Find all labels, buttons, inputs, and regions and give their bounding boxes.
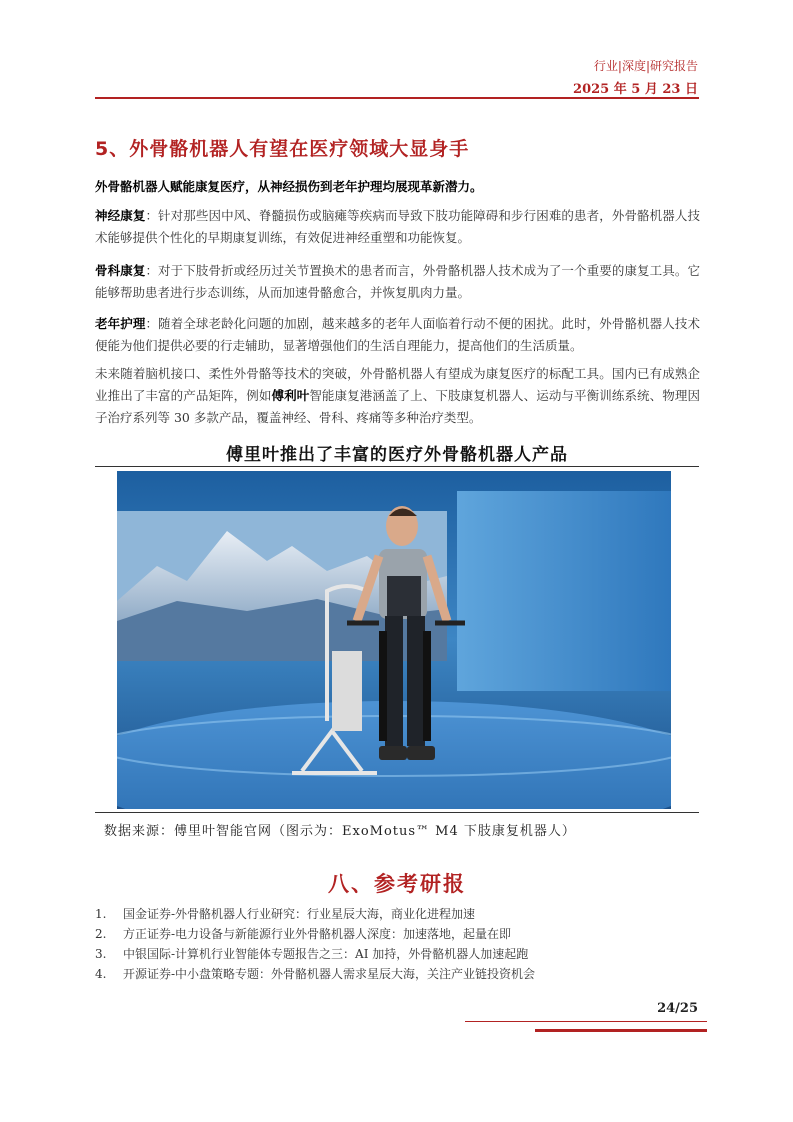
paragraph-label: 骨科康复 <box>95 263 146 278</box>
reference-text: 开源证券-中小盘策略专题：外骨骼机器人需求星辰大海，关注产业链投资机会 <box>123 967 536 981</box>
reference-number: 1. <box>95 907 107 921</box>
section-lead: 外骨骼机器人赋能康复医疗，从神经损伤到老年护理均展现革新潜力。 <box>95 179 483 194</box>
footer-rule-thick <box>535 1029 707 1032</box>
report-type-tag: 行业|深度|研究报告 <box>593 59 698 73</box>
header-divider <box>95 97 699 99</box>
references-title: 八、参考研报 <box>328 872 466 896</box>
reference-text: 国金证券-外骨骼机器人行业研究：行业星辰大海，商业化进程加速 <box>123 907 476 921</box>
paragraph-text: 智能康复港涵盖了上、下肢康复机器人、运动与平衡训练系统、物理因子治疗系列等 30 多款产品，覆盖神经、骨科、疼痛等多种治疗类型。 <box>95 388 700 425</box>
reference-text: 中银国际-计算机行业智能体专题报告之三：AI 加持，外骨骼机器人加速起跑 <box>123 947 529 961</box>
figure-source: 数据来源：傅里叶智能官网（图示为：ExoMotus™ M4 下肢康复机器人） <box>104 824 576 839</box>
paragraph-text: ：对于下肢骨折或经历过关节置换术的患者而言，外骨骼机器人技术成为了一个重要的康复工具。它能够帮助患者进行步态训练，从而加速骨骼愈合，并恢复肌肉力量。 <box>95 263 700 300</box>
reference-item <box>95 924 699 944</box>
paragraph-text: ：针对那些因中风、脊髓损伤或脑瘫等疾病而导致下肢功能障碍和步行困难的患者，外骨骼机器人技术能够提供个性化的早期康复训练，有效促进神经重塑和功能恢复。 <box>95 208 700 245</box>
company-name: 傅利叶 <box>271 388 310 403</box>
paragraph-label: 神经康复 <box>95 208 146 223</box>
figure-top-rule <box>95 466 699 467</box>
paragraph-text: 未来随着脑机接口、柔性外骨骼等技术的突破，外骨骼机器人有望成为康复医疗的标配工具。国内已有成熟企业推出了丰富的产品矩阵，例如 <box>95 366 700 403</box>
report-date: 2025 年 5 月 23 日 <box>573 82 698 97</box>
reference-number: 4. <box>95 967 107 981</box>
paragraph-outlook <box>95 363 700 429</box>
paragraph-label: 老年护理 <box>95 316 146 331</box>
paragraph-text: ：随着全球老龄化问题的加剧，越来越多的老年人面临着行动不便的困扰。此时，外骨骼机器人技术便能为他们提供必要的行走辅助，显著增强他们的生活自理能力，提高他们的生活质量。 <box>95 316 700 353</box>
figure-title: 傅里叶推出了丰富的医疗外骨骼机器人产品 <box>226 445 568 465</box>
references-list <box>95 904 699 984</box>
reference-text: 方正证券-电力设备与新能源行业外骨骼机器人深度：加速落地，起量在即 <box>123 927 512 941</box>
reference-item <box>95 904 699 924</box>
section-title: 5、外骨骼机器人有望在医疗领域大显身手 <box>95 138 470 160</box>
paragraph-elder-care <box>95 313 700 357</box>
reference-item <box>95 964 699 984</box>
paragraph-ortho-rehab <box>95 260 700 304</box>
paragraph-neuro-rehab <box>95 205 700 249</box>
reference-number: 2. <box>95 927 107 941</box>
footer-rule-thin <box>465 1021 707 1022</box>
reference-item <box>95 944 699 964</box>
exoskeleton-product-photo <box>117 471 671 809</box>
page-number: 24/25 <box>657 1001 698 1016</box>
reference-number: 3. <box>95 947 107 961</box>
figure-bottom-rule <box>95 812 699 813</box>
